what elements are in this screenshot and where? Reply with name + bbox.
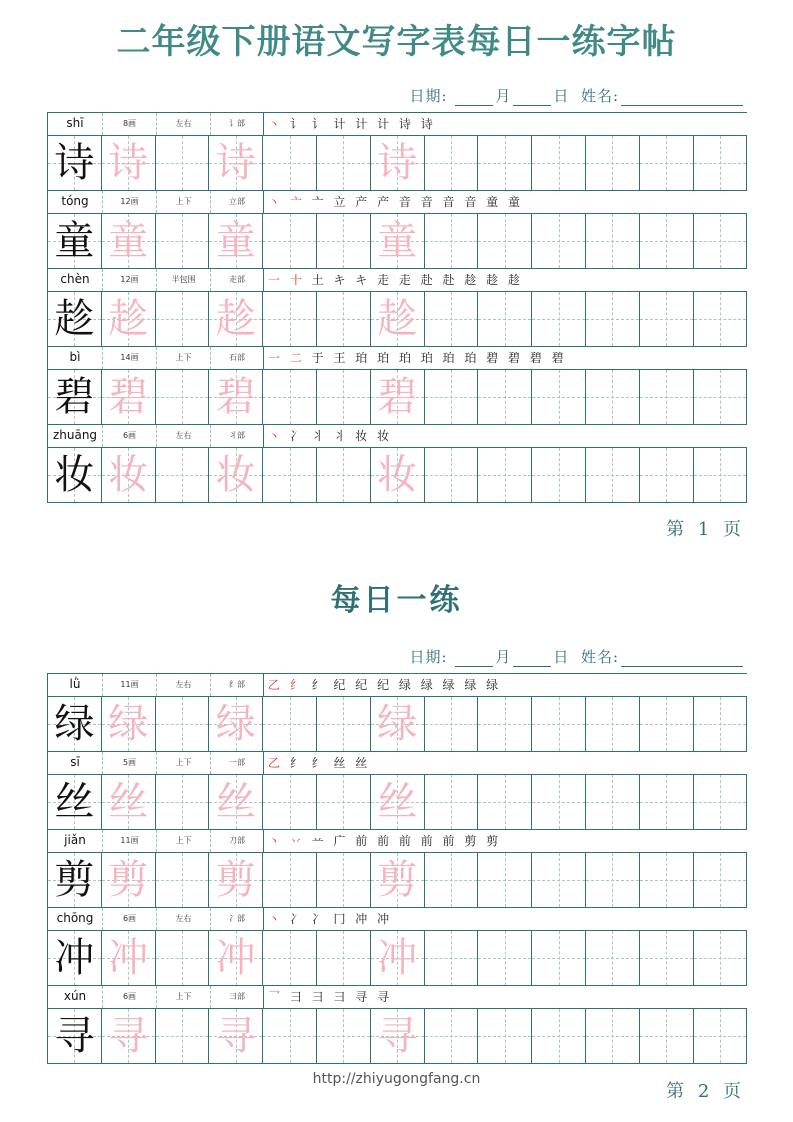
radical-label: 彐部 xyxy=(211,986,264,1008)
practice-box[interactable] xyxy=(209,697,263,751)
month-blank[interactable] xyxy=(455,105,493,106)
stroke-order xyxy=(264,425,748,447)
practice-box[interactable] xyxy=(532,775,586,829)
practice-box[interactable] xyxy=(478,136,532,190)
practice-box[interactable] xyxy=(317,136,371,190)
pinyin-label: tóng xyxy=(48,191,103,213)
model-char: 冲 xyxy=(54,935,95,981)
practice-box[interactable] xyxy=(209,292,263,346)
practice-box[interactable] xyxy=(263,697,317,751)
practice-box[interactable] xyxy=(102,136,156,190)
trace-char: 诗 xyxy=(108,140,149,186)
practice-box[interactable] xyxy=(586,931,640,985)
model-char-box xyxy=(48,370,102,424)
stroke-order xyxy=(264,908,748,930)
radical-label: 讠部 xyxy=(211,113,264,135)
practice-box[interactable] xyxy=(263,853,317,907)
structure-label: 半包围 xyxy=(157,269,211,291)
practice-box[interactable] xyxy=(532,214,586,268)
practice-box[interactable] xyxy=(640,775,694,829)
radical-label: 走部 xyxy=(211,269,264,291)
practice-box[interactable] xyxy=(532,931,586,985)
char-practice-row xyxy=(48,931,747,986)
trace-char: 趁 xyxy=(215,296,256,342)
structure-label: 左右 xyxy=(157,425,211,447)
radical-label: 一部 xyxy=(211,752,264,774)
practice-box[interactable] xyxy=(694,448,747,502)
trace-char: 剪 xyxy=(215,857,256,903)
structure-label: 左右 xyxy=(157,674,211,696)
practice-box[interactable] xyxy=(425,853,479,907)
practice-box[interactable] xyxy=(586,292,640,346)
day-blank[interactable] xyxy=(513,666,551,667)
practice-box[interactable] xyxy=(532,370,586,424)
practice-box[interactable] xyxy=(532,853,586,907)
practice-box[interactable] xyxy=(102,931,156,985)
char-info-row xyxy=(48,269,747,292)
practice-box[interactable] xyxy=(263,214,317,268)
stroke-order-first: 丶 xyxy=(268,912,284,926)
char-practice-row xyxy=(48,370,747,425)
practice-box[interactable] xyxy=(371,853,425,907)
stroke-count: 11画 xyxy=(103,830,157,852)
stroke-order-rest: 彐 彐 彐 寻 寻 xyxy=(289,990,393,1004)
practice-box[interactable] xyxy=(532,697,586,751)
practice-box[interactable] xyxy=(425,292,479,346)
pinyin-label: chōng xyxy=(48,908,103,930)
practice-box[interactable] xyxy=(156,931,210,985)
practice-box[interactable] xyxy=(586,136,640,190)
model-char-box xyxy=(48,214,102,268)
stroke-count: 5画 xyxy=(103,752,157,774)
stroke-count: 12画 xyxy=(103,191,157,213)
practice-box[interactable] xyxy=(478,370,532,424)
practice-box[interactable] xyxy=(425,370,479,424)
practice-box[interactable] xyxy=(586,697,640,751)
stroke-order-rest: 亠 立 产 产 音 音 音 音 童 童 xyxy=(311,195,523,209)
trace-char: 冲 xyxy=(215,935,256,981)
trace-char: 童 xyxy=(377,218,418,264)
practice-box[interactable] xyxy=(425,697,479,751)
char-practice-row xyxy=(48,853,747,908)
trace-char: 寻 xyxy=(215,1013,256,1059)
model-char: 妆 xyxy=(54,452,95,498)
practice-box[interactable] xyxy=(640,214,694,268)
practice-box[interactable] xyxy=(209,931,263,985)
practice-box[interactable] xyxy=(102,292,156,346)
practice-box[interactable] xyxy=(425,931,479,985)
stroke-count: 8画 xyxy=(103,113,157,135)
practice-box[interactable] xyxy=(694,775,747,829)
date-name-line-1 xyxy=(410,85,745,106)
stroke-order-rest: 土 キ キ 走 走 赴 赴 趁 趁 趁 xyxy=(311,273,523,287)
practice-box[interactable] xyxy=(425,214,479,268)
practice-box[interactable] xyxy=(371,697,425,751)
trace-char: 诗 xyxy=(215,140,256,186)
day-label: 日 xyxy=(553,87,570,105)
structure-label: 左右 xyxy=(157,908,211,930)
practice-box[interactable] xyxy=(102,370,156,424)
model-char: 碧 xyxy=(54,374,95,420)
practice-box[interactable] xyxy=(694,697,747,751)
stroke-order xyxy=(264,347,748,369)
practice-box[interactable] xyxy=(640,697,694,751)
trace-char: 冲 xyxy=(108,935,149,981)
month-label: 月 xyxy=(495,648,512,666)
trace-char: 妆 xyxy=(108,452,149,498)
date-label: 日期: xyxy=(409,87,448,105)
model-char: 趁 xyxy=(54,296,95,342)
practice-box[interactable] xyxy=(694,1009,747,1063)
stroke-order-first: 一 十 xyxy=(268,273,305,287)
practice-box[interactable] xyxy=(694,214,747,268)
month-blank[interactable] xyxy=(455,666,493,667)
stroke-order xyxy=(264,191,748,213)
trace-char: 趁 xyxy=(377,296,418,342)
char-practice-row xyxy=(48,292,747,347)
model-char: 剪 xyxy=(54,857,95,903)
practice-box[interactable] xyxy=(209,370,263,424)
practice-box[interactable] xyxy=(156,370,210,424)
trace-char: 绿 xyxy=(108,701,149,747)
practice-box[interactable] xyxy=(640,931,694,985)
char-info-row xyxy=(48,908,747,931)
stroke-order xyxy=(264,986,748,1008)
trace-char: 丝 xyxy=(108,779,149,825)
practice-box[interactable] xyxy=(209,853,263,907)
practice-box[interactable] xyxy=(209,448,263,502)
practice-box[interactable] xyxy=(263,448,317,502)
char-practice-row xyxy=(48,697,747,752)
practice-box[interactable] xyxy=(209,214,263,268)
model-char: 绿 xyxy=(54,701,95,747)
char-info-row xyxy=(48,752,747,775)
page-number-2: 第 2 页 xyxy=(666,1081,745,1102)
trace-char: 碧 xyxy=(377,374,418,420)
practice-box[interactable] xyxy=(317,775,371,829)
trace-char: 妆 xyxy=(377,452,418,498)
model-char: 童 xyxy=(54,218,95,264)
practice-box[interactable] xyxy=(640,853,694,907)
stroke-count: 6画 xyxy=(103,986,157,1008)
char-info-row xyxy=(48,425,747,448)
practice-box[interactable] xyxy=(478,775,532,829)
practice-box[interactable] xyxy=(371,136,425,190)
pinyin-label: jiǎn xyxy=(48,830,103,852)
practice-box[interactable] xyxy=(425,1009,479,1063)
practice-box[interactable] xyxy=(425,448,479,502)
structure-label: 上下 xyxy=(157,191,211,213)
practice-box[interactable] xyxy=(156,448,210,502)
trace-char: 童 xyxy=(215,218,256,264)
model-char-box xyxy=(48,853,102,907)
practice-box[interactable] xyxy=(425,136,479,190)
stroke-count: 6画 xyxy=(103,908,157,930)
stroke-count: 14画 xyxy=(103,347,157,369)
model-char-box xyxy=(48,775,102,829)
practice-box[interactable] xyxy=(478,448,532,502)
practice-box[interactable] xyxy=(532,292,586,346)
practice-box[interactable] xyxy=(586,448,640,502)
practice-box[interactable] xyxy=(102,853,156,907)
pinyin-label: chèn xyxy=(48,269,103,291)
practice-box[interactable] xyxy=(317,448,371,502)
footer-url: http://zhiyugongfang.cn xyxy=(312,1071,481,1087)
stroke-count: 12画 xyxy=(103,269,157,291)
stroke-order-rest: 䒑 广 前 前 前 前 前 剪 剪 xyxy=(311,834,502,848)
trace-char: 丝 xyxy=(377,779,418,825)
stroke-order-rest: 纟 纟 丝 丝 xyxy=(289,756,371,770)
model-char-box xyxy=(48,697,102,751)
practice-box[interactable] xyxy=(425,775,479,829)
stroke-order xyxy=(264,269,748,291)
pinyin-label: zhuāng xyxy=(48,425,103,447)
page-number-1: 第 1 页 xyxy=(666,519,745,540)
radical-label: 纟部 xyxy=(211,674,264,696)
name-label: 姓名: xyxy=(580,648,619,666)
practice-box[interactable] xyxy=(371,775,425,829)
stroke-order-first: 丶 xyxy=(268,117,284,131)
structure-label: 上下 xyxy=(157,347,211,369)
radical-label: 刀部 xyxy=(211,830,264,852)
practice-box[interactable] xyxy=(371,370,425,424)
practice-box[interactable] xyxy=(371,931,425,985)
date-name-line-2 xyxy=(410,646,745,667)
char-info-row xyxy=(48,113,747,136)
section-title: 每日一练 xyxy=(330,583,463,618)
practice-box[interactable] xyxy=(263,136,317,190)
day-blank[interactable] xyxy=(513,105,551,106)
practice-box[interactable] xyxy=(156,775,210,829)
practice-box[interactable] xyxy=(317,370,371,424)
practice-box[interactable] xyxy=(156,136,210,190)
pinyin-label: lǜ xyxy=(48,674,103,696)
structure-label: 上下 xyxy=(157,830,211,852)
trace-char: 童 xyxy=(108,218,149,264)
trace-char: 诗 xyxy=(377,140,418,186)
stroke-order-rest: 纟 纪 纪 纪 绿 绿 绿 绿 绿 xyxy=(311,678,502,692)
practice-box[interactable] xyxy=(694,853,747,907)
stroke-order-rest: 于 王 珀 珀 珀 珀 珀 珀 碧 碧 碧 碧 xyxy=(311,351,567,365)
practice-box[interactable] xyxy=(586,853,640,907)
trace-char: 丝 xyxy=(215,779,256,825)
practice-grid-page-2 xyxy=(47,673,747,1064)
practice-box[interactable] xyxy=(532,1009,586,1063)
stroke-count: 6画 xyxy=(103,425,157,447)
name-blank[interactable] xyxy=(621,666,743,667)
practice-box[interactable] xyxy=(478,931,532,985)
radical-label: 冫部 xyxy=(211,908,264,930)
practice-box[interactable] xyxy=(640,1009,694,1063)
trace-char: 妆 xyxy=(215,452,256,498)
char-info-row xyxy=(48,674,747,697)
practice-box[interactable] xyxy=(156,853,210,907)
practice-box[interactable] xyxy=(263,775,317,829)
stroke-order-first: 乙 xyxy=(268,756,284,770)
trace-char: 寻 xyxy=(377,1013,418,1059)
pinyin-label: xún xyxy=(48,986,103,1008)
stroke-order xyxy=(264,830,748,852)
practice-box[interactable] xyxy=(263,292,317,346)
practice-box[interactable] xyxy=(102,697,156,751)
practice-box[interactable] xyxy=(209,775,263,829)
practice-box[interactable] xyxy=(478,292,532,346)
radical-label: 丬部 xyxy=(211,425,264,447)
practice-box[interactable] xyxy=(586,370,640,424)
practice-box[interactable] xyxy=(532,136,586,190)
practice-box[interactable] xyxy=(478,697,532,751)
radical-label: 石部 xyxy=(211,347,264,369)
radical-label: 立部 xyxy=(211,191,264,213)
char-practice-row xyxy=(48,775,747,830)
char-practice-row xyxy=(48,448,747,503)
char-practice-row xyxy=(48,136,747,191)
trace-char: 冲 xyxy=(377,935,418,981)
trace-char: 剪 xyxy=(108,857,149,903)
practice-box[interactable] xyxy=(317,1009,371,1063)
stroke-order-first: 乛 xyxy=(268,990,284,1004)
practice-box[interactable] xyxy=(263,370,317,424)
model-char-box xyxy=(48,136,102,190)
model-char-box xyxy=(48,1009,102,1063)
pinyin-label: bì xyxy=(48,347,103,369)
practice-box[interactable] xyxy=(209,136,263,190)
char-practice-row xyxy=(48,1009,747,1064)
pinyin-label: sī xyxy=(48,752,103,774)
practice-box[interactable] xyxy=(102,775,156,829)
model-char-box xyxy=(48,292,102,346)
month-label: 月 xyxy=(495,87,512,105)
char-info-row xyxy=(48,986,747,1009)
model-char: 寻 xyxy=(54,1013,95,1059)
trace-char: 碧 xyxy=(215,374,256,420)
practice-box[interactable] xyxy=(317,931,371,985)
practice-box[interactable] xyxy=(209,1009,263,1063)
date-label: 日期: xyxy=(409,648,448,666)
structure-label: 上下 xyxy=(157,986,211,1008)
practice-box[interactable] xyxy=(532,448,586,502)
stroke-order xyxy=(264,113,748,135)
practice-box[interactable] xyxy=(317,697,371,751)
stroke-order xyxy=(264,674,748,696)
trace-char: 绿 xyxy=(215,701,256,747)
char-info-row xyxy=(48,830,747,853)
model-char: 诗 xyxy=(54,140,95,186)
char-practice-row xyxy=(48,214,747,269)
practice-box[interactable] xyxy=(263,1009,317,1063)
practice-box[interactable] xyxy=(156,1009,210,1063)
trace-char: 寻 xyxy=(108,1013,149,1059)
practice-box[interactable] xyxy=(640,136,694,190)
practice-box[interactable] xyxy=(371,292,425,346)
trace-char: 剪 xyxy=(377,857,418,903)
stroke-order-first: 一 二 xyxy=(268,351,305,365)
stroke-order xyxy=(264,752,748,774)
practice-box[interactable] xyxy=(640,448,694,502)
trace-char: 碧 xyxy=(108,374,149,420)
practice-box[interactable] xyxy=(694,370,747,424)
stroke-order-first: 丶 丷 xyxy=(268,834,305,848)
practice-box[interactable] xyxy=(156,214,210,268)
practice-box[interactable] xyxy=(263,931,317,985)
stroke-order-rest: 冫 丬 丬 妆 妆 xyxy=(289,429,393,443)
practice-box[interactable] xyxy=(102,448,156,502)
stroke-order-rest: 冫 冫 冂 冲 冲 xyxy=(289,912,393,926)
trace-char: 趁 xyxy=(108,296,149,342)
practice-box[interactable] xyxy=(586,214,640,268)
practice-box[interactable] xyxy=(694,292,747,346)
practice-box[interactable] xyxy=(478,853,532,907)
trace-char: 绿 xyxy=(377,701,418,747)
pinyin-label: shī xyxy=(48,113,103,135)
practice-box[interactable] xyxy=(586,775,640,829)
practice-box[interactable] xyxy=(586,1009,640,1063)
day-label: 日 xyxy=(553,648,570,666)
practice-box[interactable] xyxy=(371,448,425,502)
model-char-box xyxy=(48,448,102,502)
practice-box[interactable] xyxy=(478,214,532,268)
practice-box[interactable] xyxy=(156,292,210,346)
practice-box[interactable] xyxy=(317,214,371,268)
stroke-order-first: 乙 纟 xyxy=(268,678,305,692)
model-char: 丝 xyxy=(54,779,95,825)
page-title: 二年级下册语文写字表每日一练字帖 xyxy=(116,22,677,62)
practice-box[interactable] xyxy=(478,1009,532,1063)
practice-box[interactable] xyxy=(694,136,747,190)
practice-box[interactable] xyxy=(640,292,694,346)
practice-box[interactable] xyxy=(694,931,747,985)
practice-box[interactable] xyxy=(317,853,371,907)
name-blank[interactable] xyxy=(621,105,743,106)
char-info-row xyxy=(48,347,747,370)
practice-box[interactable] xyxy=(371,214,425,268)
structure-label: 上下 xyxy=(157,752,211,774)
stroke-order-rest: 讠 讠 计 计 计 诗 诗 xyxy=(289,117,436,131)
practice-box[interactable] xyxy=(102,214,156,268)
practice-box[interactable] xyxy=(102,1009,156,1063)
name-label: 姓名: xyxy=(580,87,619,105)
practice-box[interactable] xyxy=(640,370,694,424)
stroke-order-first: 丶 xyxy=(268,429,284,443)
structure-label: 左右 xyxy=(157,113,211,135)
practice-box[interactable] xyxy=(156,697,210,751)
stroke-order-first: 丶 亠 xyxy=(268,195,305,209)
practice-box[interactable] xyxy=(317,292,371,346)
practice-box[interactable] xyxy=(371,1009,425,1063)
model-char-box xyxy=(48,931,102,985)
stroke-count: 11画 xyxy=(103,674,157,696)
practice-grid-page-1 xyxy=(47,112,747,503)
char-info-row xyxy=(48,191,747,214)
